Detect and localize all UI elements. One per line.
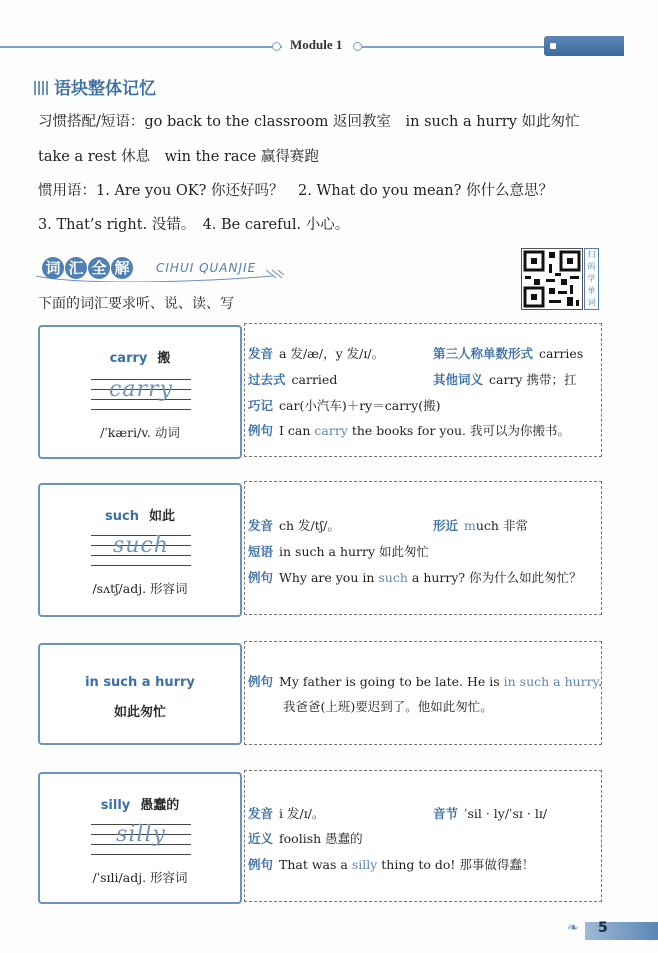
section-title-chunks: 语块整体记忆 [34,74,156,99]
headword: in such a hurry [85,675,195,690]
detail-row [248,344,384,362]
handwriting-word: silly [116,822,166,847]
field-label: 发音 [248,518,274,533]
field-text: i 发/ɪ/。 [279,806,325,821]
field-label: 音节 [433,806,459,821]
field-label: 其他词义 [433,372,484,387]
word-card-silly [38,772,242,904]
leaf-icon: ❧ [567,920,579,936]
header-rule-right [362,46,544,48]
section-title-vocab: 词 汇 全 解 [42,257,134,279]
phonetic: /ˈkæri/v. 动词 [100,425,180,440]
detail-row [248,568,582,586]
word-card-in-such-a-hurry [38,643,242,745]
highlighted-word: silly [351,857,378,872]
header-dot-right [353,42,362,51]
handwriting-word: carry [109,377,173,402]
field-text: a hurry? 你为什么如此匆忙？ [407,570,582,585]
headword-meaning: 愚蠢的 [140,798,180,813]
field-text: carried [291,372,338,387]
page-ribbon [585,922,658,940]
field-label: 例句 [248,423,274,438]
highlighted-word: in such a hurry [503,674,599,689]
section-pinyin: CIHUI QUANJIE [156,261,257,275]
headword-meaning: 如此 [148,509,175,524]
field-label: 过去式 [248,372,286,387]
module-label: Module 1 [290,37,343,52]
detail-row [433,344,583,362]
field-text: . [598,674,603,689]
handwriting-lines [91,820,191,858]
highlighted-word: carry [314,423,348,438]
field-label: 第三人称单数形式 [433,346,534,361]
field-label: 形近 [433,518,459,533]
detail-row [433,370,576,388]
field-text: in such a hurry 如此匆忙 [279,544,430,559]
detail-row [433,516,528,534]
detail-row [248,804,324,822]
field-text: carry 携带；扛 [489,372,577,387]
handwriting-word: such [113,533,169,558]
detail-row [248,516,340,534]
page-number: 5 [598,920,608,936]
detail-row [248,370,337,388]
field-label: 近义 [248,831,274,846]
header-dot-left [272,42,281,51]
detail-row [248,542,429,560]
field-text: carries [539,346,584,361]
detail-card-in-such-a-hurry [244,641,602,745]
field-text: I can [279,423,315,438]
phrase-line-2: take a rest 休息 win the race 赢得赛跑 [38,149,319,165]
phonetic: /ˈsɪli/adj. 形容词 [92,870,188,885]
qr-side-label: 扫码学单词 [584,248,599,310]
headword-meaning: 如此匆忙 [113,705,166,720]
field-text: a 发/æ/，y 发/ɪ/。 [279,346,385,361]
field-label: 发音 [248,806,274,821]
word-card-such [38,483,242,617]
field-text: the books for you. 我可以为你搬书。 [347,423,570,438]
field-text: uch 非常 [475,518,528,533]
field-label: 例句 [248,570,274,585]
highlighted-word: m [464,518,476,533]
field-text: ch 发/tʃ/。 [279,518,340,533]
field-text: Why are you in [279,570,379,585]
detail-card-silly [244,770,602,902]
detail-row [248,829,363,847]
detail-row [248,396,440,414]
headword: such [105,509,139,524]
detail-card-carry [244,323,602,457]
header-rule-left [0,46,282,48]
detail-row [248,421,570,439]
detail-card-such [244,481,602,615]
handwriting-lines [91,531,191,569]
phonetic: /sʌtʃ/adj. 形容词 [92,581,188,596]
handwriting-lines [91,375,191,413]
detail-row [248,672,602,690]
field-text: 我爸爸(上班)要迟到了。他如此匆忙。 [283,699,493,714]
word-card-carry [38,325,242,459]
field-text: thing to do! 那事做得蠢！ [377,857,535,872]
phrase-line-1: 习惯搭配/短语：go back to the classroom 返回教室 in such a hurry 如此匆忙 [38,114,580,130]
headword: carry [109,351,148,366]
field-text: car(小汽车)＋ry＝carry(搬) [279,398,441,413]
highlighted-word: such [378,570,408,585]
field-label: 例句 [248,857,274,872]
grid-icon [34,81,48,95]
detail-row [248,855,534,873]
field-label: 发音 [248,346,274,361]
qr-code-icon[interactable] [521,248,583,310]
field-text: My father is going to be late. He is [279,674,504,689]
vocab-instruction: 下面的词汇要求听、说、读、写 [38,296,234,312]
field-text: ˈsil · ly/ˈsɪ · lɪ/ [464,806,548,821]
headword: silly [100,798,131,813]
idiom-line-2: 3. That’s right. 没错。 4. Be careful. 小心。 [38,217,350,233]
field-text: That was a [279,857,352,872]
field-label: 例句 [248,674,274,689]
field-label: 巧记 [248,398,274,413]
idiom-line-1: 惯用语：1. Are you OK? 你还好吗？ 2. What do you mean? 你什么意思？ [38,183,553,199]
field-label: 短语 [248,544,274,559]
headword-meaning: 搬 [157,351,171,366]
detail-row [433,804,547,822]
detail-row [283,697,493,715]
header-tab [544,36,624,56]
field-text: foolish 愚蠢的 [279,831,363,846]
